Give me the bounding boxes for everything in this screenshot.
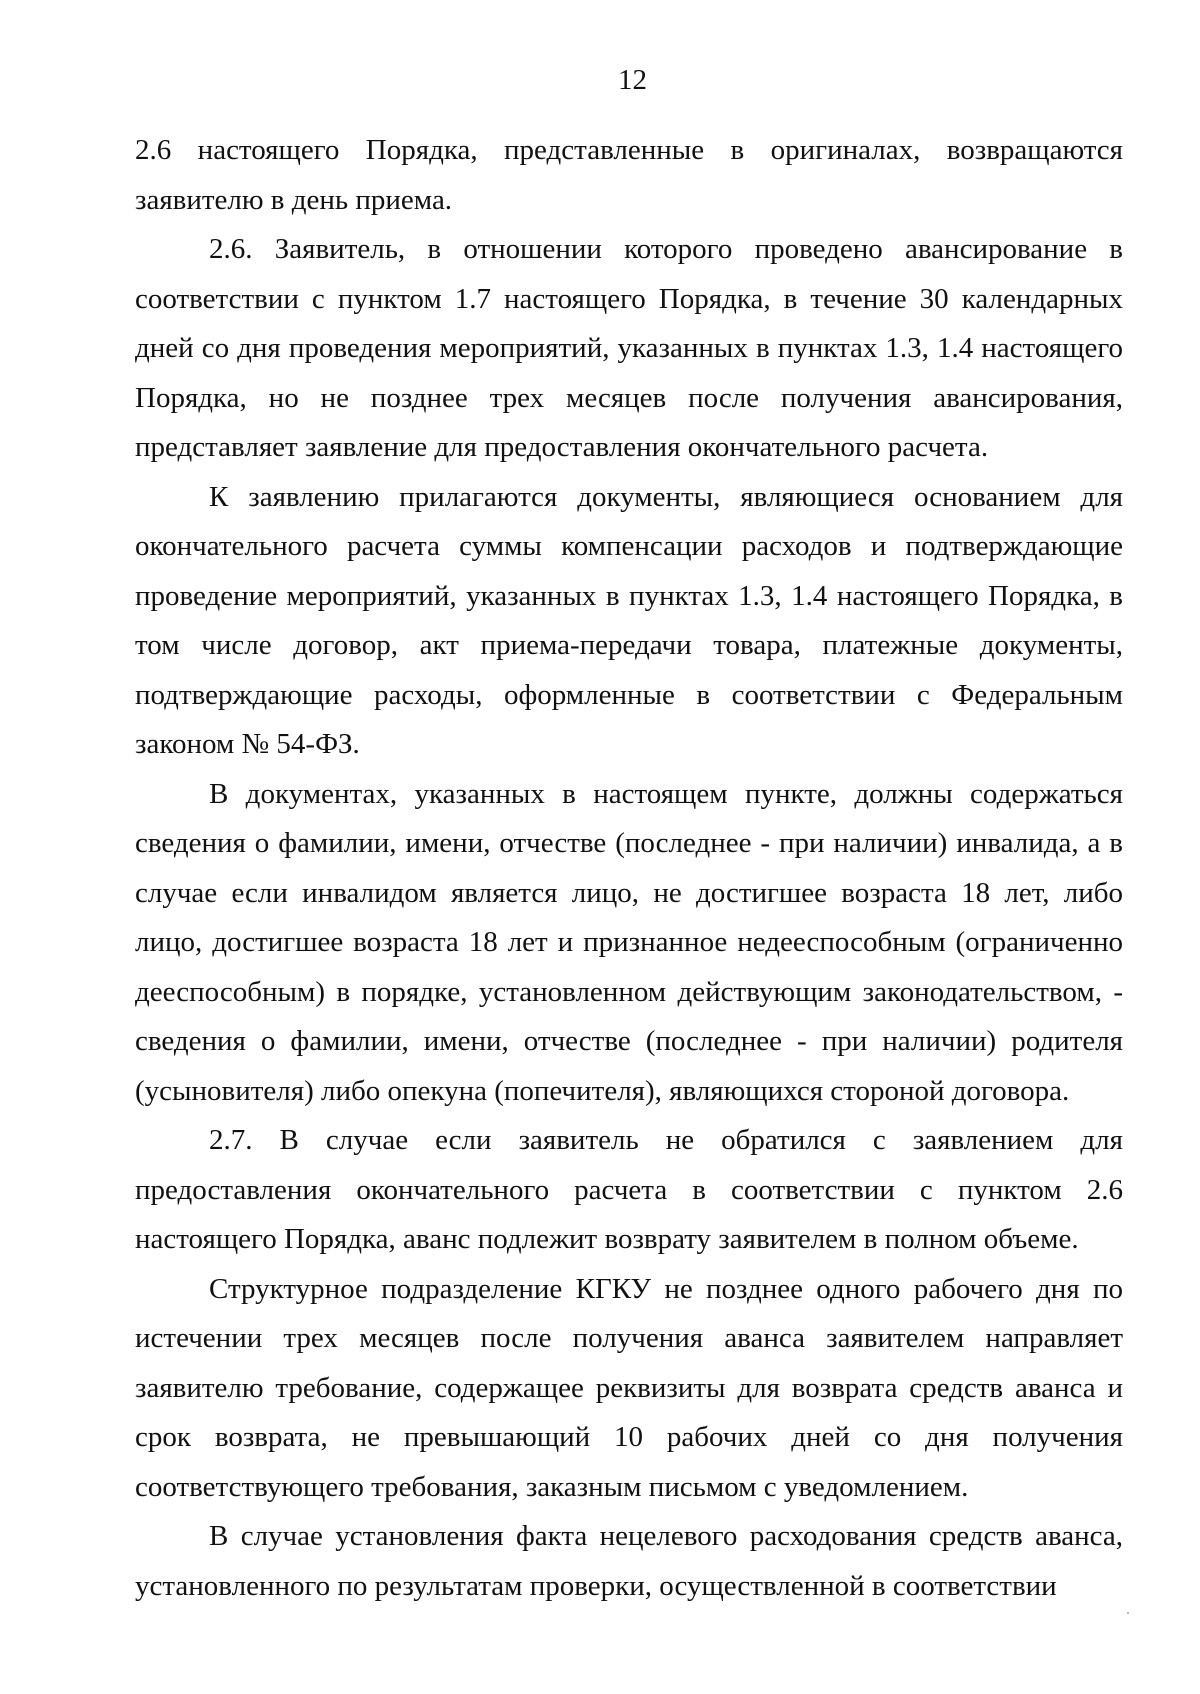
- paragraph-continuation: 2.6 настоящего Порядка, представленные в оригиналах, возвращаются заявителю в день приема.: [135, 134, 1123, 216]
- paragraph-document-details: В документах, указанных в настоящем пункте, должны содержаться сведения о фамилии, имени, отчестве (последнее - при наличии) инвалида, а в случае если инвалидом является лицо, не достигшее возраста 18 лет, либо лицо, достигшее возраста 18 лет и признанное недееспособным (ограниченно дееспособным) в порядке, установленном действующим законодательством, - сведения о фамилии, имени, отчестве (последнее - при наличии) родителя (усыновителя) либо опекуна (попечителя), являющихся стороной договора.: [135, 777, 1123, 1107]
- document-body: [135, 126, 1123, 1611]
- paragraph-misuse: В случае установления факта нецелевого расходования средств аванса, установленного по результатам проверки, осуществленной в соответствии: [135, 1520, 1123, 1602]
- scan-artifact: [1127, 1612, 1129, 1614]
- paragraph-2-6: 2.6. Заявитель, в отношении которого проведено авансирование в соответствии с пунктом 1.7 настоящего Порядка, в течение 30 календарных дней со дня проведения мероприятий, указанных в пунктах 1.3, 1.4 настоящего Порядка, но не позднее трех месяцев после получения авансирования, представляет заявление для предоставления окончательного расчета.: [135, 233, 1123, 463]
- page-number: 12: [618, 64, 647, 96]
- paragraph-attachments: К заявлению прилагаются документы, являющиеся основанием для окончательного расчета суммы компенсации расходов и подтверждающие проведение мероприятий, указанных в пунктах 1.3, 1.4 настоящего Порядка, в том числе договор, акт приема-передачи товара, платежные документы, подтверждающие расходы, оформленные в соответствии с Федеральным законом № 54-ФЗ.: [135, 480, 1123, 760]
- paragraph-2-7: 2.7. В случае если заявитель не обратился с заявлением для предоставления окончательного расчета в соответствии с пунктом 2.6 настоящего Порядка, аванс подлежит возврату заявителем в полном объеме.: [135, 1124, 1123, 1255]
- paragraph-kgku-requirement: Структурное подразделение КГКУ не позднее одного рабочего дня по истечении трех месяцев после получения аванса заявителем направляет заявителю требование, содержащее реквизиты для возврата средств аванса и срок возврата, не превышающий 10 рабочих дней со дня получения соответствующего требования, заказным письмом с уведомлением.: [135, 1272, 1123, 1503]
